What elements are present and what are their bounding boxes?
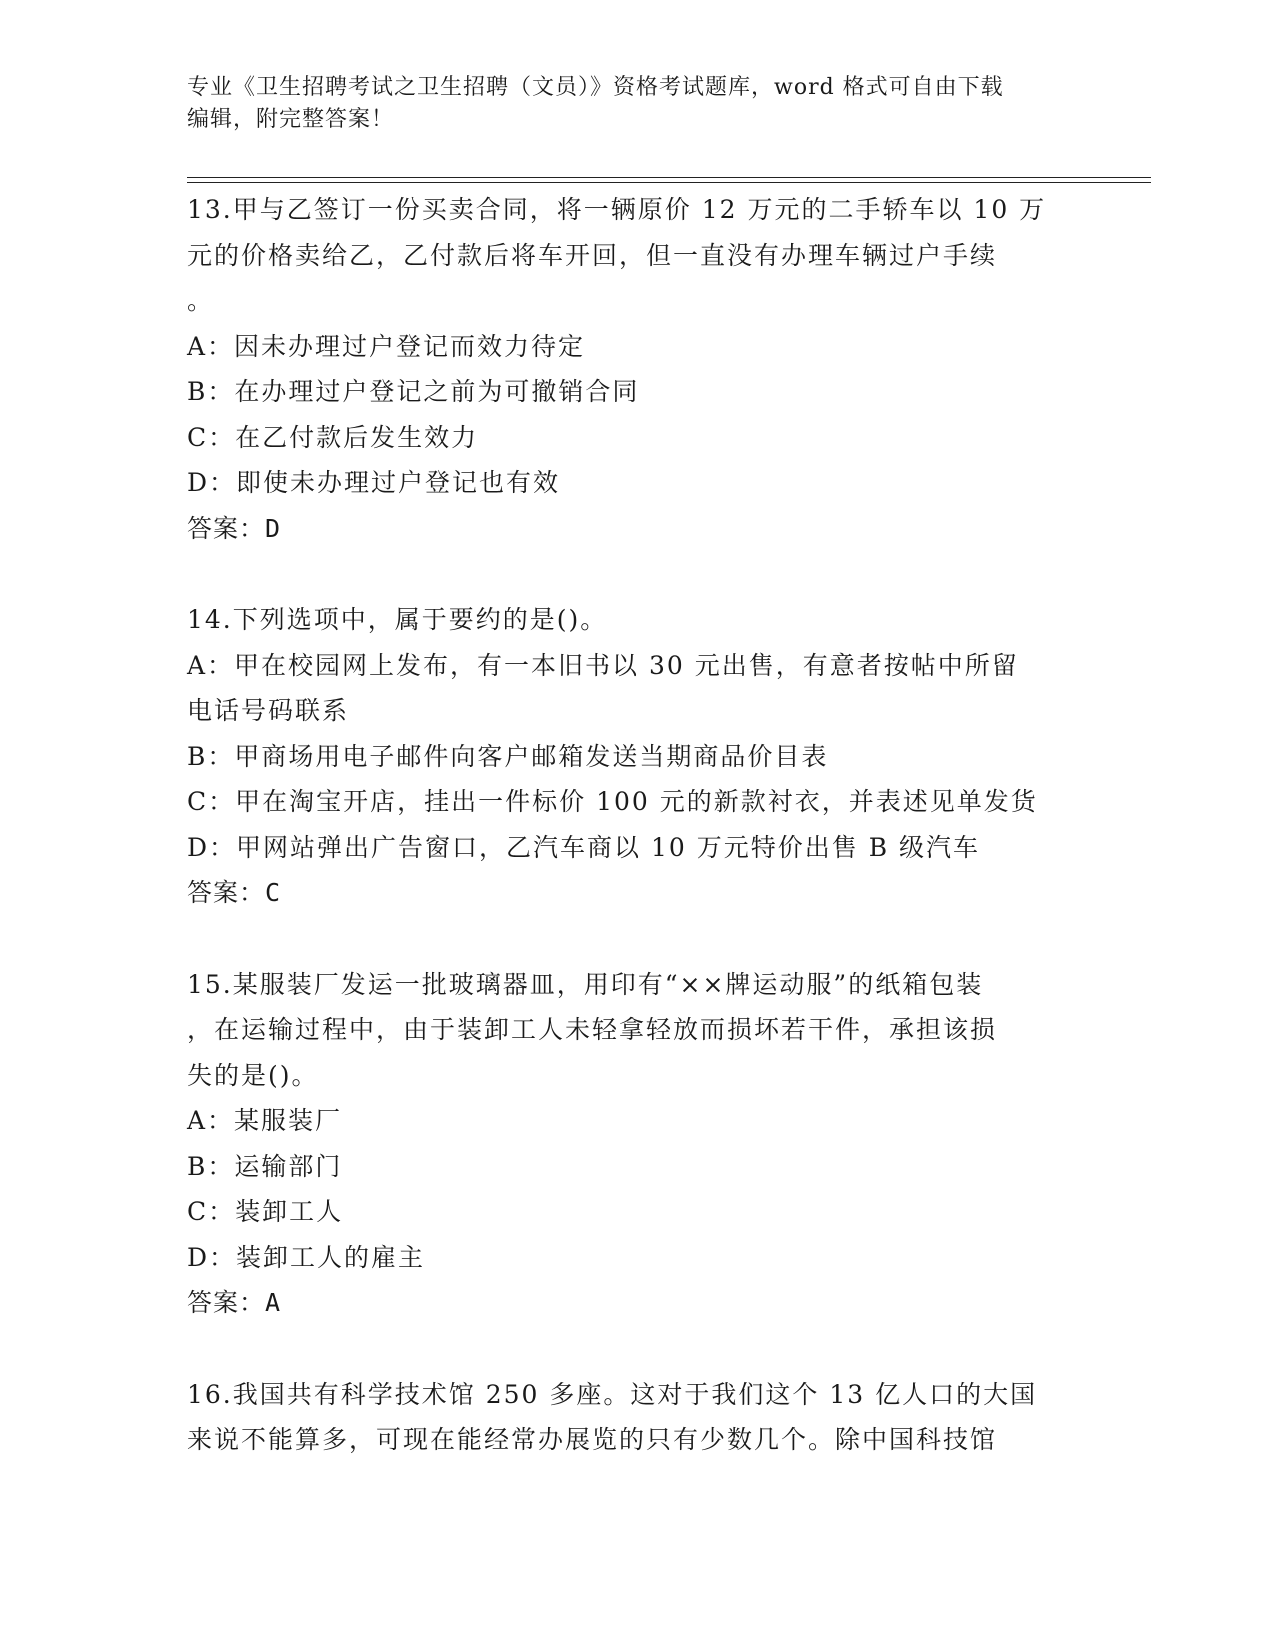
answer-value: A (265, 1288, 282, 1317)
question-list (187, 187, 1087, 1509)
option-d: D：甲网站弹出广告窗口，乙汽车商以 10 万元特价出售 B 级汽车 (187, 832, 981, 862)
question-text-line: 。 (187, 286, 215, 315)
question-text-line: 13.甲与乙签订一份买卖合同，将一辆原价 12 万元的二手轿车以 10 万 (187, 195, 1047, 224)
answer (187, 870, 1087, 916)
answer (187, 1280, 1087, 1326)
question-text-line: 14.下列选项中，属于要约的是()。 (187, 605, 608, 634)
option-a: A：因未办理过户登记而效力待定 (187, 331, 586, 361)
header-divider-bottom (187, 182, 1151, 183)
answer (187, 506, 1087, 552)
option-c: C：装卸工人 (187, 1197, 344, 1226)
option-a: A：某服装厂 (187, 1106, 343, 1135)
option-b: B：在办理过户登记之前为可撤销合同 (187, 377, 640, 406)
header-line-1: 专业《卫生招聘考试之卫生招聘（文员）》资格考试题库，word 格式可自由下载 (187, 75, 1004, 100)
answer-value: D (265, 513, 282, 543)
answer-label: 答案： (187, 878, 266, 907)
question-14 (187, 597, 1087, 916)
header-divider-top (187, 177, 1151, 178)
question-text-line: 元的价格卖给乙，乙付款后将车开回，但一直没有办理车辆过户手续 (187, 240, 998, 270)
answer-label: 答案： (187, 513, 266, 543)
question-15 (187, 962, 1087, 1326)
option-b: B：运输部门 (187, 1151, 343, 1181)
option-b: B：甲商场用电子邮件向客户邮箱发送当期商品价目表 (187, 741, 829, 771)
question-16 (187, 1372, 1087, 1463)
option-c: C：甲在淘宝开店，挂出一件标价 100 元的新款衬衣，并表述见单发货 (187, 787, 1038, 816)
answer-value: C (265, 878, 282, 907)
option-d: D：装卸工人的雇主 (187, 1242, 426, 1272)
option-c: C：在乙付款后发生效力 (187, 422, 479, 452)
question-13 (187, 187, 1087, 551)
question-text-line: 失的是()。 (187, 1060, 319, 1090)
option-a-continued: 电话号码联系 (187, 696, 350, 725)
question-text-line: 16.我国共有科学技术馆 250 多座。这对于我们这个 13 亿人口的大国 (187, 1379, 1038, 1409)
option-d: D：即使未办理过户登记也有效 (187, 468, 561, 497)
answer-label: 答案： (187, 1288, 266, 1317)
question-text-line: 15.某服装厂发运一批玻璃器皿，用印有“××牌运动服”的纸箱包装 (187, 969, 984, 999)
option-a: A：甲在校园网上发布，有一本旧书以 30 元出售，有意者按帖中所留 (187, 650, 1019, 680)
header-line-2: 编辑，附完整答案！ (187, 107, 395, 132)
document-header (187, 72, 1067, 136)
question-text-line: ，在运输过程中，由于装卸工人未轻拿轻放而损坏若干件，承担该损 (187, 1015, 998, 1044)
question-text-line: 来说不能算多，可现在能经常办展览的只有少数几个。除中国科技馆 (187, 1425, 998, 1454)
